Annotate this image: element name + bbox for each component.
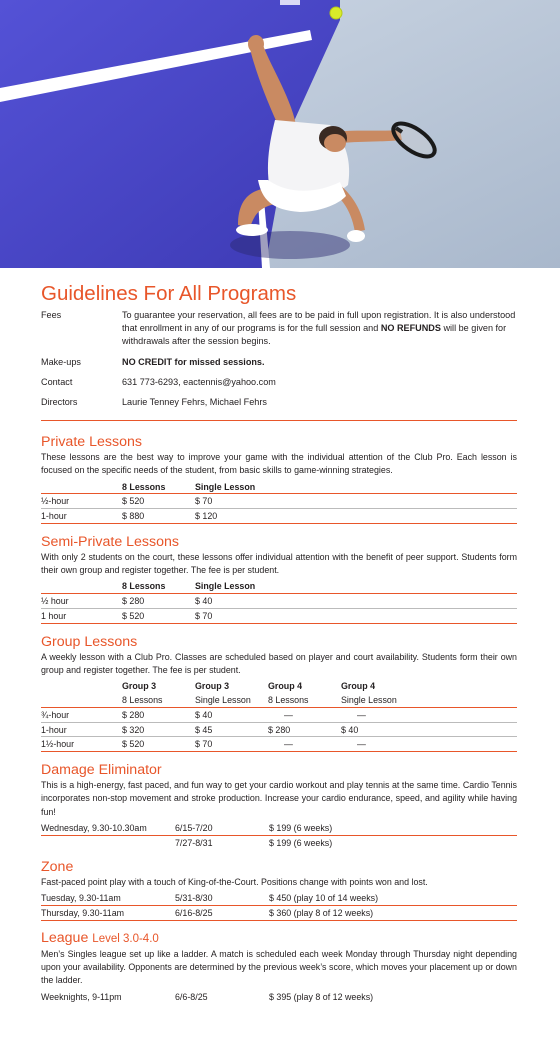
hero-photo bbox=[0, 0, 560, 268]
price-table bbox=[41, 480, 517, 524]
general-info bbox=[41, 309, 517, 409]
section-title: Private Lessons bbox=[41, 434, 142, 451]
price-cell: $ 280 bbox=[122, 594, 195, 609]
private-lessons-section bbox=[41, 434, 517, 524]
fees-text-part: To guarantee your reservation, all fees are to be paid in full upon registration. It is also understood that enrollment in any of our programs is for the full session and bbox=[122, 310, 516, 334]
table-row bbox=[41, 722, 517, 737]
price-cell: $ 70 bbox=[195, 609, 268, 624]
price-cell: $ 120 bbox=[195, 509, 268, 524]
price-cell: $ 520 bbox=[122, 494, 195, 509]
damage-eliminator-section bbox=[41, 762, 517, 850]
price-cell: $ 280 bbox=[268, 722, 341, 737]
schedule-row bbox=[41, 990, 517, 1004]
directors-row bbox=[41, 396, 517, 409]
schedule-row bbox=[41, 821, 517, 836]
fees-label: Fees bbox=[41, 310, 62, 320]
day-time-cell: Wednesday, 9.30-10.30am bbox=[41, 821, 175, 836]
league-title: League bbox=[41, 930, 89, 947]
schedule-table bbox=[41, 891, 517, 921]
duration-cell: ½ hour bbox=[41, 594, 122, 609]
price-cell: — bbox=[268, 707, 341, 722]
section-description: These lessons are the best way to improve your game with the individual attention of the Club Pro. Each lesson is focused on the specific needs of the student, from basic skills to game-winning strategies. bbox=[41, 452, 517, 476]
section-description: This is a high-energy, fast paced, and fun way to get your cardio workout and play tennis at the same time. Cardio Tennis incorporates non-stop movement and stroke production. Increase your cardio endurance, speed, and agility while having fun! bbox=[41, 780, 517, 817]
section-description: Fast-paced point play with a touch of King-of-the-Court. Positions change with points won and lost. bbox=[41, 876, 428, 887]
price-table bbox=[41, 679, 517, 752]
dates-cell: 6/15-7/20 bbox=[175, 821, 269, 836]
contact-value[interactable]: 631 773-6293, eactennis@yahoo.com bbox=[122, 376, 276, 387]
semi-private-section bbox=[41, 534, 517, 624]
price-cell: $ 199 (6 weeks) bbox=[269, 821, 517, 836]
dates-cell: 6/6-8/25 bbox=[175, 991, 208, 1002]
price-cell: $ 450 (play 10 of 14 weeks) bbox=[269, 891, 517, 906]
group-lessons-section bbox=[41, 634, 517, 752]
column-header: Group 3 bbox=[122, 681, 157, 692]
dates-cell: 6/16-8/25 bbox=[175, 906, 269, 921]
makeups-value: NO CREDIT for missed sessions. bbox=[122, 356, 265, 367]
column-header: Group 4 bbox=[268, 681, 303, 692]
price-cell: $ 520 bbox=[122, 609, 195, 624]
contact-label: Contact bbox=[41, 376, 73, 387]
league-section bbox=[41, 930, 517, 1004]
column-header: 8 Lessons bbox=[122, 579, 195, 593]
program-guidelines bbox=[41, 283, 517, 1004]
section-description: With only 2 students on the court, these lessons offer individual attention with the benefit of peer support. Students form their own group and register together. The fee is per student. bbox=[41, 552, 517, 576]
duration-cell: ¾-hour bbox=[41, 707, 122, 722]
no-refunds-text: NO REFUNDS bbox=[380, 323, 441, 334]
column-subheader: Single Lesson bbox=[341, 693, 517, 707]
price-cell: $ 70 bbox=[195, 494, 268, 509]
table-row bbox=[41, 494, 517, 509]
schedule-table bbox=[41, 821, 517, 850]
section-description: A weekly lesson with a Club Pro. Classes are scheduled based on player and court availability. Students form their own group and register together. The fee is per student. bbox=[41, 651, 517, 676]
table-header bbox=[41, 579, 517, 593]
price-cell: $ 40 bbox=[195, 594, 268, 609]
day-time-cell: Thursday, 9.30-11am bbox=[41, 906, 175, 921]
section-divider bbox=[41, 420, 517, 421]
column-subheader: 8 Lessons bbox=[122, 693, 195, 707]
fees-text bbox=[122, 309, 517, 349]
directors-value: Laurie Tenney Fehrs, Michael Fehrs bbox=[122, 397, 267, 408]
column-subheader: Single Lesson bbox=[195, 693, 268, 707]
price-cell: $ 199 (6 weeks) bbox=[269, 837, 333, 848]
price-cell: $ 520 bbox=[122, 737, 195, 752]
section-title bbox=[41, 930, 517, 947]
column-header: Group 4 bbox=[341, 681, 376, 692]
duration-cell: 1½-hour bbox=[41, 737, 122, 752]
tennis-player-illustration bbox=[0, 0, 560, 268]
schedule-row bbox=[41, 906, 517, 921]
duration-cell: 1-hour bbox=[41, 722, 122, 737]
table-row bbox=[41, 594, 517, 609]
price-cell: $ 70 bbox=[195, 737, 268, 752]
duration-cell: ½-hour bbox=[41, 494, 122, 509]
price-table bbox=[41, 579, 517, 623]
price-cell: $ 880 bbox=[122, 509, 195, 524]
makeups-label: Make-ups bbox=[41, 356, 81, 367]
fees-text-part: will be given for withdrawals after the session begins. bbox=[122, 323, 507, 347]
price-cell: $ 320 bbox=[122, 722, 195, 737]
section-title: Zone bbox=[41, 858, 74, 875]
price-cell: $ 280 bbox=[122, 707, 195, 722]
contact-row bbox=[41, 376, 517, 389]
schedule-table bbox=[41, 990, 517, 1004]
fees-row bbox=[41, 309, 517, 349]
price-cell: $ 40 bbox=[341, 722, 517, 737]
dates-cell: 7/27-8/31 bbox=[175, 837, 213, 848]
table-row bbox=[41, 737, 517, 752]
price-cell: $ 360 (play 8 of 12 weeks) bbox=[269, 906, 517, 921]
table-row bbox=[41, 609, 517, 624]
dates-cell: 5/31-8/30 bbox=[175, 891, 269, 906]
makeups-row bbox=[41, 356, 517, 369]
schedule-row bbox=[41, 891, 517, 906]
column-header: Group 3 bbox=[195, 681, 230, 692]
table-row bbox=[41, 509, 517, 524]
section-title: Group Lessons bbox=[41, 633, 138, 650]
column-subheader: 8 Lessons bbox=[268, 693, 341, 707]
table-row bbox=[41, 707, 517, 722]
section-description: Men’s Singles league set up like a ladder. A match is scheduled each week Monday through Thursday night depending upon your availability. Opponents are determined by the previous week’s score, which moves your placement up or down the ladder. bbox=[41, 949, 517, 986]
column-header: 8 Lessons bbox=[122, 480, 195, 494]
directors-label: Directors bbox=[41, 397, 78, 408]
section-title: Semi-Private Lessons bbox=[41, 534, 179, 551]
section-title: Damage Eliminator bbox=[41, 762, 162, 779]
price-cell: $ 40 bbox=[195, 707, 268, 722]
price-cell: — bbox=[268, 737, 341, 752]
price-cell: $ 395 (play 8 of 12 weeks) bbox=[269, 991, 374, 1002]
duration-cell: 1-hour bbox=[41, 509, 122, 524]
day-time-cell: Weeknights, 9-11pm bbox=[41, 991, 122, 1002]
table-header bbox=[41, 480, 517, 494]
table-subheader bbox=[41, 693, 517, 707]
price-cell: $ 45 bbox=[195, 722, 268, 737]
price-cell: — bbox=[341, 707, 517, 722]
schedule-row bbox=[41, 835, 517, 850]
column-header: Single Lesson bbox=[195, 480, 268, 494]
price-cell: — bbox=[341, 737, 517, 752]
duration-cell: 1 hour bbox=[41, 609, 122, 624]
day-time-cell: Tuesday, 9.30-11am bbox=[41, 891, 175, 906]
page-title: Guidelines For All Programs bbox=[41, 282, 297, 305]
column-header: Single Lesson bbox=[195, 579, 268, 593]
league-level: Level 3.0-4.0 bbox=[92, 933, 159, 946]
day-time-cell bbox=[41, 835, 175, 850]
table-header bbox=[41, 679, 517, 693]
zone-section bbox=[41, 859, 517, 921]
